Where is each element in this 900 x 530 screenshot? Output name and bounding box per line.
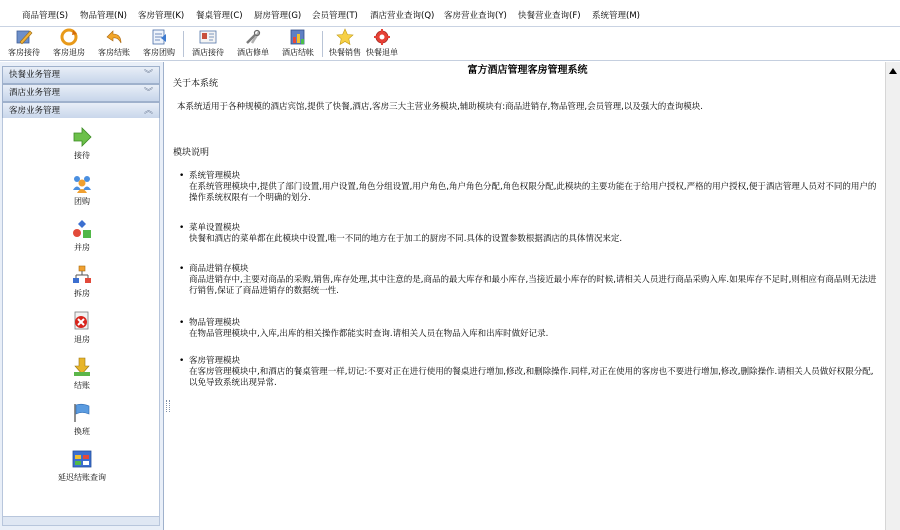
pencil-icon: [14, 28, 34, 46]
menu-members[interactable]: 会员管理(T): [312, 11, 358, 21]
about-heading: 关于本系统: [173, 79, 219, 89]
bullet-icon: •: [179, 264, 185, 274]
sidebar: [0, 62, 164, 530]
tools-icon: [243, 28, 263, 46]
module-description: 商品进销存中,主要对商品的采购,销售,库存处理,其中注意的是,商品的最大库存和最小库存,当接近最小库存的时候,请相关人员进行商品采购入库.如果库存不足时,则相应有商品则无法进行销售,保证了商品进销存的数据统一性.: [189, 275, 877, 296]
module-description: 快餐和酒店的菜单都在此模块中设置,唯一不同的地方在于加工的厨房不同.具体的设置参数根据酒店的具体情况来定.: [189, 234, 623, 244]
sidebar-item-label: 并房: [74, 243, 90, 252]
room-checkout-button[interactable]: [47, 28, 91, 60]
window-grid-icon: [71, 448, 93, 470]
sidebar-section-hotel[interactable]: [2, 84, 160, 102]
menu-articles[interactable]: 物品管理(N): [80, 11, 127, 21]
sidebar-item-merge[interactable]: [3, 218, 161, 258]
chart-icon: [288, 28, 308, 46]
bullet-icon: •: [179, 171, 185, 181]
menu-bar: [0, 0, 900, 26]
sidebar-section-label: 酒店业务管理: [9, 88, 61, 98]
toolbar-separator: [322, 31, 323, 57]
room-settle-button[interactable]: [92, 28, 136, 60]
sidebar-item-shift[interactable]: [3, 402, 161, 442]
hotel-settle-label: 酒店结帐: [282, 48, 314, 57]
sidebar-item-split[interactable]: [3, 264, 161, 304]
sidebar-item-label: 换班: [74, 427, 90, 436]
menu-hotel-query[interactable]: 酒店营业查询(Q): [370, 11, 435, 21]
people-group-icon: [71, 172, 93, 194]
document-icon: [149, 28, 169, 46]
gear-icon: [372, 28, 392, 46]
sidebar-item-group[interactable]: [3, 172, 161, 212]
refresh-icon: [59, 28, 79, 46]
fastfood-sale-label: 快餐销售: [329, 48, 361, 57]
hotel-settle-button[interactable]: [276, 28, 320, 60]
room-settle-label: 客房结账: [98, 48, 130, 57]
reception-card-icon: [198, 28, 218, 46]
menu-rooms[interactable]: 客房管理(K): [138, 11, 185, 21]
sidebar-item-label: 拆房: [74, 289, 90, 298]
hotel-modify-button[interactable]: [231, 28, 275, 60]
toolbar-separator: [183, 31, 184, 57]
sidebar-item-label: 延迟结账查询: [58, 473, 106, 482]
module-description: 在客房管理模块中,和酒店的餐桌管理一样,切记:不要对正在进行使用的餐桌进行增加,修改,和删除操作.同样,对正在使用的客房也不要进行增加,修改,删除操作.请相关人员做好权限分配,以免导致系统出现异常.: [189, 367, 874, 388]
module-name: 菜单设置模块: [189, 223, 241, 233]
hotel-reception-label: 酒店接待: [192, 48, 224, 57]
sidebar-item-settle[interactable]: [3, 356, 161, 396]
room-group-button[interactable]: [137, 28, 181, 60]
chevron-down-icon: ︾: [143, 70, 153, 80]
module-description: 在系统管理模块中,提供了部门设置,用户设置,角色分组设置,用户角色,角户角色分配,角色权限分配,此模块的主要功能在于给用户授权,严格的用户授权,便于酒店管理人员对不同的用户的操作系统权限有一个明确的划分.: [189, 182, 877, 203]
chevron-down-icon: ︾: [143, 88, 153, 98]
hotel-modify-label: 酒店修单: [237, 48, 269, 57]
splitter-grip-icon: [166, 400, 170, 412]
toolbar: [0, 27, 900, 61]
chevron-up-icon: ︽: [143, 106, 153, 116]
sidebar-section-label: 快餐业务管理: [9, 70, 61, 80]
sidebar-item-label: 退房: [74, 335, 90, 344]
down-arrow-icon: [71, 356, 93, 378]
fastfood-refund-button[interactable]: [362, 28, 402, 60]
page-title: 富方酒店管理客房管理系统: [467, 65, 588, 76]
green-arrow-icon: [71, 126, 93, 148]
bullet-icon: •: [179, 318, 185, 328]
room-checkout-label: 客房退房: [53, 48, 85, 57]
module-name: 客房管理模块: [189, 356, 241, 366]
sidebar-section-fastfood[interactable]: [2, 66, 160, 84]
bullet-icon: •: [179, 356, 185, 366]
sidebar-footer: [2, 516, 160, 526]
flag-icon: [71, 402, 93, 424]
sidebar-item-reception[interactable]: [3, 126, 161, 166]
sidebar-item-label: 接待: [74, 151, 90, 160]
org-chart-icon: [71, 264, 93, 286]
sidebar-item-delayed-query[interactable]: [3, 448, 161, 488]
menu-room-query[interactable]: 客房营业查询(Y): [444, 11, 507, 21]
splitter[interactable]: [166, 62, 170, 530]
delete-document-icon: [71, 310, 93, 332]
module-description: 在物品管理模块中,入库,出库的相关操作都能实时查询.请相关人员在物品入库和出库时做好记录.: [189, 329, 549, 339]
menu-system[interactable]: 系统管理(M): [592, 11, 640, 21]
vertical-scrollbar[interactable]: [885, 62, 900, 530]
menu-goods[interactable]: 商品管理(S): [22, 11, 69, 21]
module-name: 系统管理模块: [189, 171, 241, 181]
sidebar-panel: [2, 118, 160, 518]
content-area: [171, 62, 884, 530]
sidebar-item-checkout[interactable]: [3, 310, 161, 350]
hotel-reception-button[interactable]: [186, 28, 230, 60]
shapes-icon: [71, 218, 93, 240]
bullet-icon: •: [179, 223, 185, 233]
scroll-up-icon[interactable]: [889, 68, 897, 74]
module-name: 物品管理模块: [189, 318, 241, 328]
fastfood-refund-label: 快餐退单: [366, 48, 398, 57]
undo-arrow-icon: [104, 28, 124, 46]
room-group-label: 客房团购: [143, 48, 175, 57]
intro-paragraph: 本系统适用于各种规模的酒店宾馆,提供了快餐,酒店,客房三大主营业务模块,辅助模块有:商品进销存,物品管理,会员管理,以及强大的查询模块.: [177, 102, 703, 112]
fastfood-sale-button[interactable]: [325, 28, 365, 60]
menu-tables[interactable]: 餐桌管理(C): [196, 11, 243, 21]
modules-heading: 模块说明: [173, 148, 210, 158]
sidebar-item-label: 结账: [74, 381, 90, 390]
room-checkin-button[interactable]: [2, 28, 46, 60]
star-icon: [335, 28, 355, 46]
menu-kitchen[interactable]: 厨房管理(G): [254, 11, 302, 21]
sidebar-section-label: 客房业务管理: [9, 106, 61, 116]
menu-fastfood-query[interactable]: 快餐营业查询(F): [518, 11, 581, 21]
module-name: 商品进销存模块: [189, 264, 249, 274]
sidebar-item-label: 团购: [74, 197, 90, 206]
room-checkin-label: 客房接待: [8, 48, 40, 57]
